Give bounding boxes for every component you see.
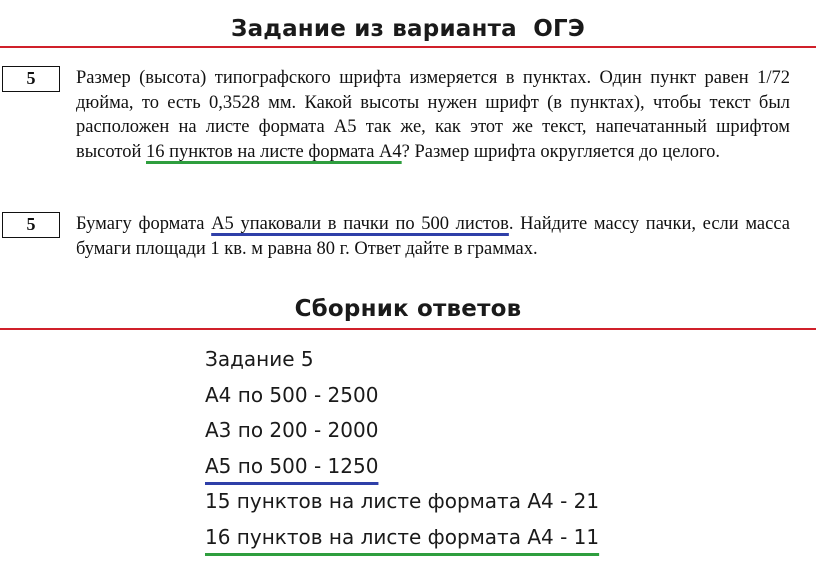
title-divider	[0, 46, 816, 48]
highlighted-answer: А5 по 500 - 1250	[205, 453, 379, 478]
highlighted-answer: 16 пунктов на листе формата А4 - 11	[205, 524, 600, 549]
answer-line	[205, 378, 599, 414]
answer-line	[205, 484, 599, 520]
task-number-box: 5	[2, 66, 60, 92]
answer-text: 15 пунктов на листе формата А4 - 21	[205, 489, 600, 513]
page-title: Задание из варианта ОГЭ	[231, 16, 585, 42]
answer-text: А4 по 500 - 2500	[205, 382, 379, 407]
answer-line	[205, 449, 599, 485]
task-text	[76, 66, 790, 164]
answer-line	[205, 413, 599, 449]
answer-line	[205, 520, 599, 556]
task-text-part: ? Размер шрифта округляется до целого.	[401, 141, 720, 162]
answer-text: А3 по 200 - 2000	[205, 418, 379, 442]
task-text-part: Размер (высота) типографского шрифта измеряется в пунктах. Один пункт равен 1/72 дюйма, то есть 0,3528 мм. Какой высоты нужен шрифт (в пунктах), чтобы текст был расположен на листе формата А5 так же, как этот же текст, напечатанный шрифтом высотой	[76, 68, 790, 162]
answers-list	[205, 342, 599, 555]
task-text-part: . Найдите массу пачки, если масса бумаги площади 1 кв. м равна 80 г. Ответ дайте в граммах.	[76, 214, 790, 259]
task-number-box: 5	[2, 212, 60, 238]
answers-divider	[0, 328, 816, 330]
highlighted-phrase: 16 пунктов на листе формата А4	[146, 141, 402, 162]
answers-section-title: Сборник ответов	[294, 296, 522, 322]
highlighted-phrase: А5 упаковали в пачки по 500 листов	[211, 214, 509, 234]
task-text	[76, 212, 790, 261]
task-text-part: Бумагу формата	[76, 214, 212, 234]
answers-heading: Задание 5	[205, 347, 314, 371]
